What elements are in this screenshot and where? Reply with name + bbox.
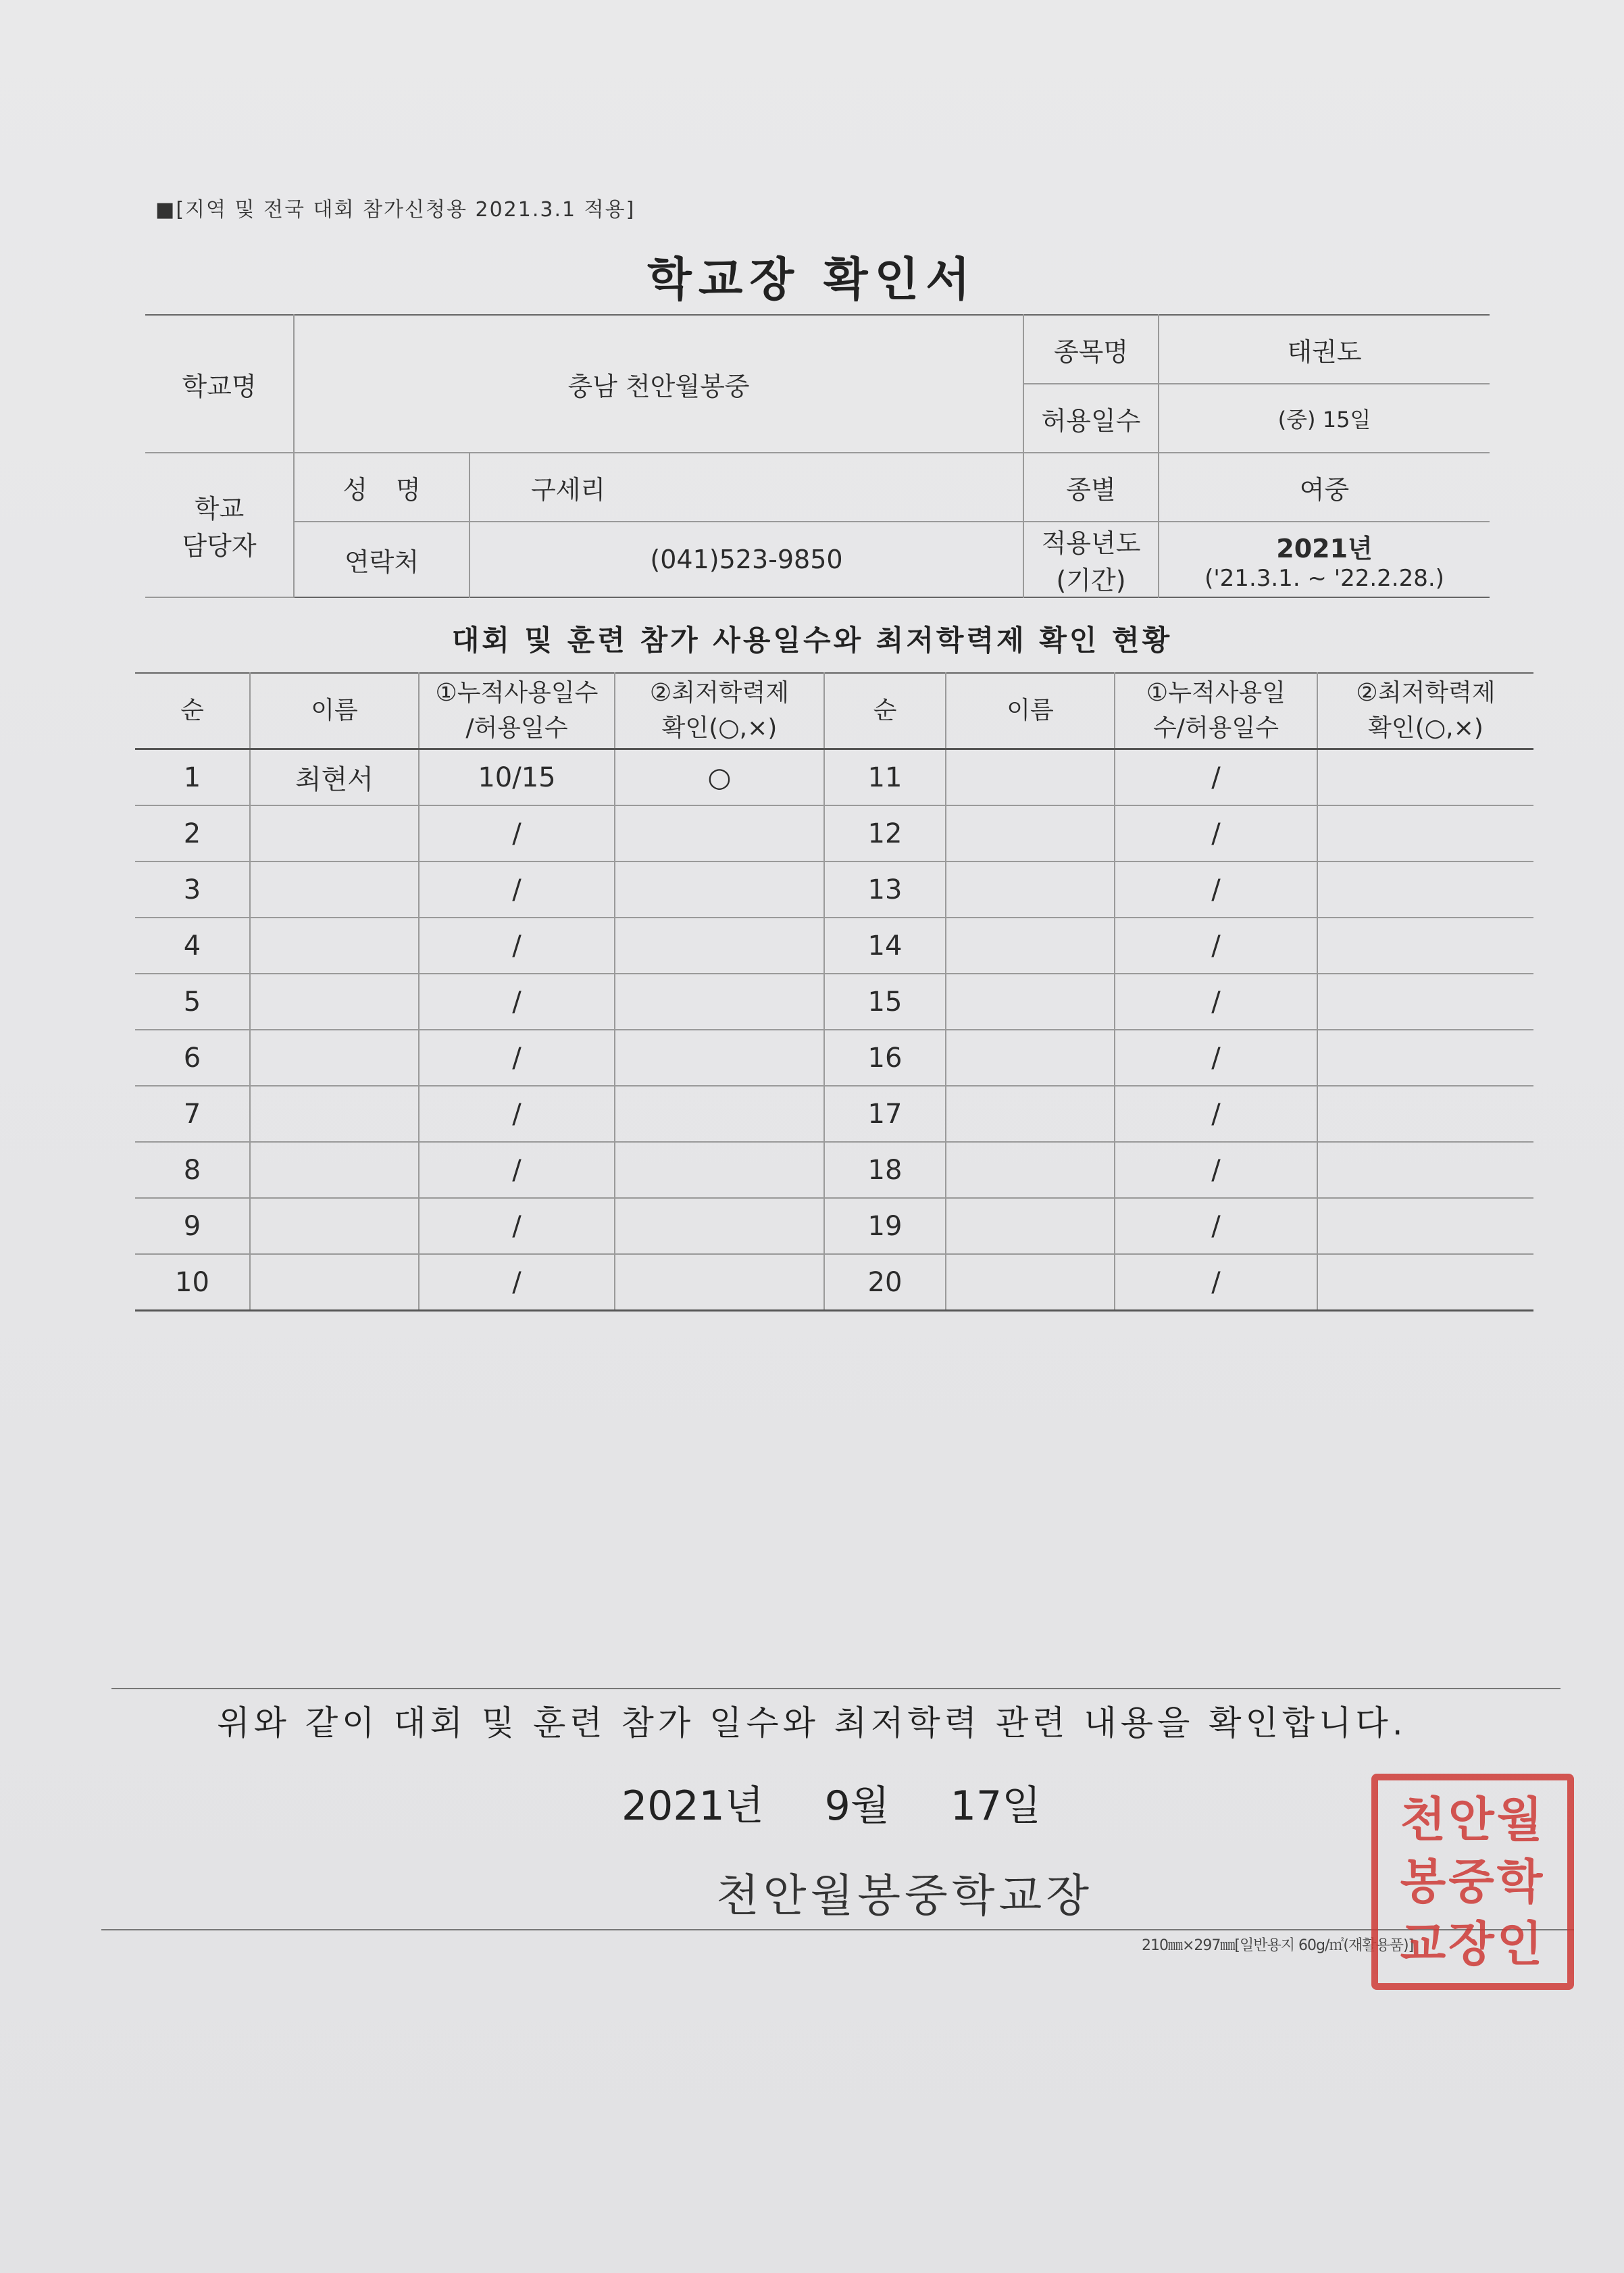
cell-check-right xyxy=(1317,1086,1533,1142)
cell-name-right xyxy=(946,1142,1115,1198)
cell-no: 4 xyxy=(135,918,250,974)
year-text: 2021년 xyxy=(1276,533,1373,564)
official-seal-stamp xyxy=(1371,1774,1574,1990)
gender-value: 여중 xyxy=(1159,453,1490,522)
cell-no: 7 xyxy=(135,1086,250,1142)
cell-days: / xyxy=(419,861,615,918)
cell-no-right: 19 xyxy=(824,1198,946,1254)
cell-check: ○ xyxy=(615,749,824,806)
table-row xyxy=(135,861,1533,918)
header-check-right-line2: 확인(○,×) xyxy=(1368,714,1483,742)
cell-check xyxy=(615,1086,824,1142)
table-row xyxy=(135,1198,1533,1254)
cell-no-right: 16 xyxy=(824,1030,946,1086)
header-days-line1: ①누적사용일수 xyxy=(435,679,599,707)
cell-name xyxy=(250,918,419,974)
cell-days: 10/15 xyxy=(419,749,615,806)
cell-no: 2 xyxy=(135,805,250,861)
section-title: 대회 및 훈련 참가 사용일수와 최저학력제 확인 현황 xyxy=(451,624,1173,657)
cell-name-right xyxy=(946,1030,1115,1086)
cell-name-right xyxy=(946,1254,1115,1311)
cell-check xyxy=(615,805,824,861)
table-row xyxy=(135,749,1533,806)
cell-days: / xyxy=(419,974,615,1030)
cell-days-right: / xyxy=(1115,1030,1317,1086)
year-label-line2: (기간) xyxy=(1056,566,1126,595)
cell-days-right: / xyxy=(1115,918,1317,974)
table-row xyxy=(135,805,1533,861)
cell-days: / xyxy=(419,918,615,974)
cell-name xyxy=(250,861,419,918)
name-value: 구세리 xyxy=(470,453,1023,522)
cell-days-right: / xyxy=(1115,1254,1317,1311)
cell-days-right: / xyxy=(1115,1086,1317,1142)
table-row xyxy=(135,1030,1533,1086)
cell-name-right xyxy=(946,1198,1115,1254)
seal-line-1: 천안월 xyxy=(1400,1792,1546,1847)
cell-days-right: / xyxy=(1115,1142,1317,1198)
cell-check-right xyxy=(1317,1198,1533,1254)
header-days-line2: /허용일수 xyxy=(465,714,568,742)
cell-check xyxy=(615,974,824,1030)
header-note: ■[지역 및 전국 대회 참가신청용 2021.3.1 적용] xyxy=(155,198,636,222)
info-table xyxy=(145,314,1490,598)
document-title: 학교장 확인서 xyxy=(647,253,977,307)
header-days xyxy=(419,673,615,749)
allowed-days-value: (중) 15일 xyxy=(1159,384,1490,453)
name-label: 성 명 xyxy=(294,453,470,522)
school-name-label: 학교명 xyxy=(145,315,294,453)
date-year: 2021년 xyxy=(621,1782,764,1830)
cell-days: / xyxy=(419,1198,615,1254)
divider-bottom xyxy=(101,1929,1574,1930)
cell-check-right xyxy=(1317,918,1533,974)
cell-days: / xyxy=(419,1254,615,1311)
table-header-row xyxy=(135,673,1533,749)
cell-name xyxy=(250,1142,419,1198)
header-name: 이름 xyxy=(250,673,419,749)
confirmation-text: 위와 같이 대회 및 훈련 참가 일수와 최저학력 관련 내용을 확인합니다. xyxy=(217,1703,1407,1743)
cell-check xyxy=(615,1254,824,1311)
header-days-right xyxy=(1115,673,1317,749)
gender-label: 종별 xyxy=(1023,453,1159,522)
cell-check xyxy=(615,1198,824,1254)
header-days-right-line2: 수/허용일수 xyxy=(1152,714,1279,742)
manager-label-line1: 학교 xyxy=(194,494,245,524)
cell-check-right xyxy=(1317,749,1533,806)
cell-name: 최현서 xyxy=(250,749,419,806)
cell-no-right: 15 xyxy=(824,974,946,1030)
manager-label-line2: 담당자 xyxy=(182,531,257,561)
cell-no-right: 11 xyxy=(824,749,946,806)
table-row xyxy=(135,1086,1533,1142)
cell-name-right xyxy=(946,918,1115,974)
header-check-right-line1: ②최저학력제 xyxy=(1356,679,1496,707)
principal-title: 천안월봉중학교장 xyxy=(716,1870,1094,1922)
cell-days-right: / xyxy=(1115,1198,1317,1254)
cell-name xyxy=(250,974,419,1030)
cell-days-right: / xyxy=(1115,974,1317,1030)
cell-days: / xyxy=(419,1086,615,1142)
seal-line-2: 봉중학 xyxy=(1400,1854,1546,1909)
cell-no: 3 xyxy=(135,861,250,918)
cell-check-right xyxy=(1317,974,1533,1030)
cell-check xyxy=(615,1030,824,1086)
table-row xyxy=(135,1254,1533,1311)
header-days-right-line1: ①누적사용일 xyxy=(1146,679,1286,707)
date-month: 9월 xyxy=(824,1782,890,1830)
cell-name-right xyxy=(946,749,1115,806)
cell-days-right: / xyxy=(1115,805,1317,861)
header-check xyxy=(615,673,824,749)
cell-check-right xyxy=(1317,1030,1533,1086)
cell-name-right xyxy=(946,861,1115,918)
cell-name-right xyxy=(946,974,1115,1030)
cell-check-right xyxy=(1317,1142,1533,1198)
cell-check xyxy=(615,1142,824,1198)
cell-name xyxy=(250,1254,419,1311)
cell-no-right: 20 xyxy=(824,1254,946,1311)
issue-date xyxy=(621,1774,1102,1832)
year-label xyxy=(1023,522,1159,597)
cell-no: 6 xyxy=(135,1030,250,1086)
cell-no: 10 xyxy=(135,1254,250,1311)
table-row xyxy=(135,918,1533,974)
cell-check-right xyxy=(1317,805,1533,861)
cell-no-right: 18 xyxy=(824,1142,946,1198)
cell-no-right: 12 xyxy=(824,805,946,861)
contact-value: (041)523-9850 xyxy=(470,522,1023,597)
cell-name-right xyxy=(946,1086,1115,1142)
cell-no-right: 13 xyxy=(824,861,946,918)
cell-check-right xyxy=(1317,861,1533,918)
table-body xyxy=(135,749,1533,1311)
table-row xyxy=(135,1142,1533,1198)
cell-days-right: / xyxy=(1115,861,1317,918)
cell-name-right xyxy=(946,805,1115,861)
school-name-value: 충남 천안월봉중 xyxy=(294,315,1023,453)
cell-name xyxy=(250,1030,419,1086)
header-check-right xyxy=(1317,673,1533,749)
header-no-right: 순 xyxy=(824,673,946,749)
allowed-days-label: 허용일수 xyxy=(1023,384,1159,453)
year-value xyxy=(1159,522,1490,597)
event-label: 종목명 xyxy=(1023,315,1159,384)
participation-table xyxy=(135,672,1533,1312)
seal-line-3: 교장인 xyxy=(1400,1916,1546,1972)
header-no: 순 xyxy=(135,673,250,749)
table-row xyxy=(135,974,1533,1030)
event-value: 태권도 xyxy=(1159,315,1490,384)
cell-days: / xyxy=(419,1142,615,1198)
cell-check-right xyxy=(1317,1254,1533,1311)
divider-top xyxy=(111,1688,1560,1689)
cell-name xyxy=(250,805,419,861)
cell-check xyxy=(615,918,824,974)
cell-days: / xyxy=(419,805,615,861)
header-name-right: 이름 xyxy=(946,673,1115,749)
cell-no: 1 xyxy=(135,749,250,806)
header-check-line2: 확인(○,×) xyxy=(661,714,778,742)
cell-days: / xyxy=(419,1030,615,1086)
contact-label: 연락처 xyxy=(294,522,470,597)
period-text: ('21.3.1. ~ '22.2.28.) xyxy=(1204,564,1444,592)
year-label-line1: 적용년도 xyxy=(1041,528,1141,558)
manager-label xyxy=(145,453,294,597)
cell-no: 9 xyxy=(135,1198,250,1254)
cell-no: 5 xyxy=(135,974,250,1030)
cell-check xyxy=(615,861,824,918)
paper-spec-note: 210㎜×297㎜[일반용지 60g/㎡(재활용품)] xyxy=(1142,1937,1414,1954)
cell-no: 8 xyxy=(135,1142,250,1198)
cell-days-right: / xyxy=(1115,749,1317,806)
cell-no-right: 14 xyxy=(824,918,946,974)
date-day: 17일 xyxy=(950,1782,1042,1830)
cell-name xyxy=(250,1198,419,1254)
header-check-line1: ②최저학력제 xyxy=(649,679,790,707)
cell-name xyxy=(250,1086,419,1142)
cell-no-right: 17 xyxy=(824,1086,946,1142)
